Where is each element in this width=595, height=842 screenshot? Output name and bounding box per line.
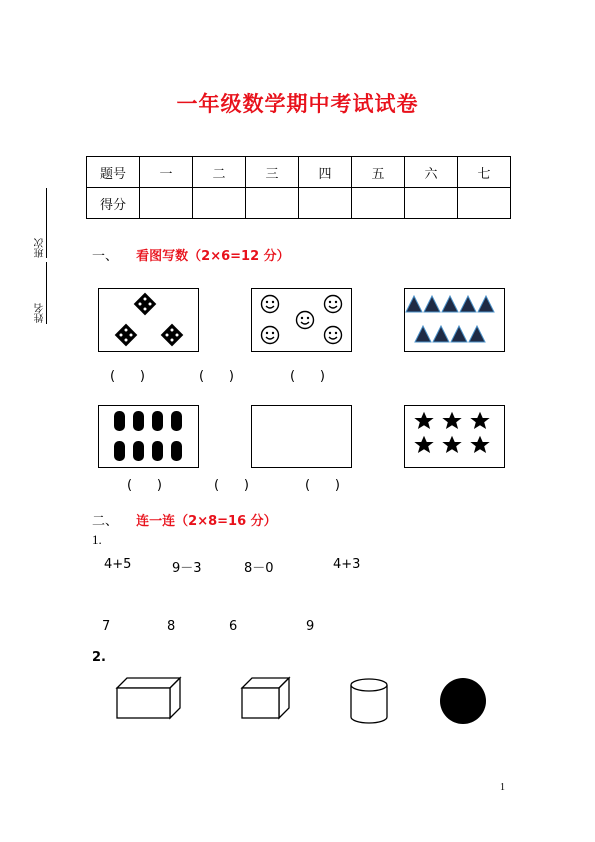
score-cell[interactable] bbox=[246, 188, 299, 219]
smiley-face-icon bbox=[323, 325, 343, 345]
expression-item[interactable]: 8－0 bbox=[244, 561, 274, 576]
smiley-face-icon bbox=[260, 294, 280, 314]
score-cell[interactable] bbox=[299, 188, 352, 219]
star-icon bbox=[410, 409, 494, 465]
answer-item[interactable]: 8 bbox=[167, 619, 176, 634]
answer-item[interactable]: 9 bbox=[306, 619, 315, 634]
score-table-col: 三 bbox=[246, 157, 299, 188]
score-table-col: 七 bbox=[458, 157, 511, 188]
section1-number: 一、 bbox=[92, 249, 119, 264]
cylinder-icon[interactable] bbox=[349, 677, 389, 725]
score-table-col: 四 bbox=[299, 157, 352, 188]
score-table bbox=[86, 156, 511, 219]
score-cell[interactable] bbox=[140, 188, 193, 219]
score-table-header-label: 题号 bbox=[87, 157, 140, 188]
part1-label: 1. bbox=[92, 532, 102, 547]
score-table-col: 二 bbox=[193, 157, 246, 188]
section1-heading bbox=[92, 245, 290, 264]
class-label: 班次 bbox=[35, 238, 46, 258]
expression-item[interactable]: 4+3 bbox=[333, 557, 361, 572]
rounded-block-icon bbox=[111, 410, 187, 464]
cube-icon[interactable] bbox=[241, 677, 291, 719]
dice-dots-icon bbox=[114, 323, 138, 347]
part2-label: 2. bbox=[92, 650, 106, 665]
answer-item[interactable]: 7 bbox=[102, 619, 111, 634]
score-table-col: 一 bbox=[140, 157, 193, 188]
page-title: 一年级数学期中考试试卷 bbox=[176, 92, 419, 116]
cuboid-icon[interactable] bbox=[116, 677, 182, 719]
section2-number: 二、 bbox=[92, 514, 119, 529]
dice-dots-icon bbox=[133, 292, 157, 316]
smiley-face-icon bbox=[260, 325, 280, 345]
expression-item[interactable]: 4+5 bbox=[104, 557, 132, 572]
name-underline bbox=[46, 262, 47, 324]
dice-dots-icon bbox=[160, 323, 184, 347]
answer-paren[interactable]: ( ) bbox=[305, 478, 340, 493]
score-cell[interactable] bbox=[458, 188, 511, 219]
expression-item[interactable]: 9－3 bbox=[172, 561, 202, 576]
answer-paren[interactable]: ( ) bbox=[199, 369, 234, 384]
score-table-col: 六 bbox=[405, 157, 458, 188]
smiley-face-icon bbox=[295, 310, 315, 330]
sphere-icon[interactable] bbox=[439, 677, 487, 725]
section1-title: 看图写数（2×6=12 分） bbox=[136, 249, 290, 264]
triangle-row-icon bbox=[405, 294, 505, 314]
score-table-col: 五 bbox=[352, 157, 405, 188]
score-cell[interactable] bbox=[193, 188, 246, 219]
score-table-score-row bbox=[87, 188, 511, 219]
name-label: 姓名 bbox=[35, 303, 46, 323]
picture-box-empty bbox=[251, 405, 352, 468]
triangle-row-icon bbox=[414, 324, 494, 344]
answer-item[interactable]: 6 bbox=[229, 619, 238, 634]
section2-title: 连一连（2×8=16 分） bbox=[136, 514, 277, 529]
smiley-face-icon bbox=[323, 294, 343, 314]
answer-paren[interactable]: ( ) bbox=[127, 478, 162, 493]
answer-paren[interactable]: ( ) bbox=[110, 369, 145, 384]
section2-heading bbox=[92, 510, 277, 529]
score-table-header-row bbox=[87, 157, 511, 188]
page-number: 1 bbox=[500, 782, 505, 793]
score-table-score-label: 得分 bbox=[87, 188, 140, 219]
answer-paren[interactable]: ( ) bbox=[290, 369, 325, 384]
score-cell[interactable] bbox=[352, 188, 405, 219]
class-underline bbox=[46, 188, 47, 258]
answer-paren[interactable]: ( ) bbox=[214, 478, 249, 493]
score-cell[interactable] bbox=[405, 188, 458, 219]
